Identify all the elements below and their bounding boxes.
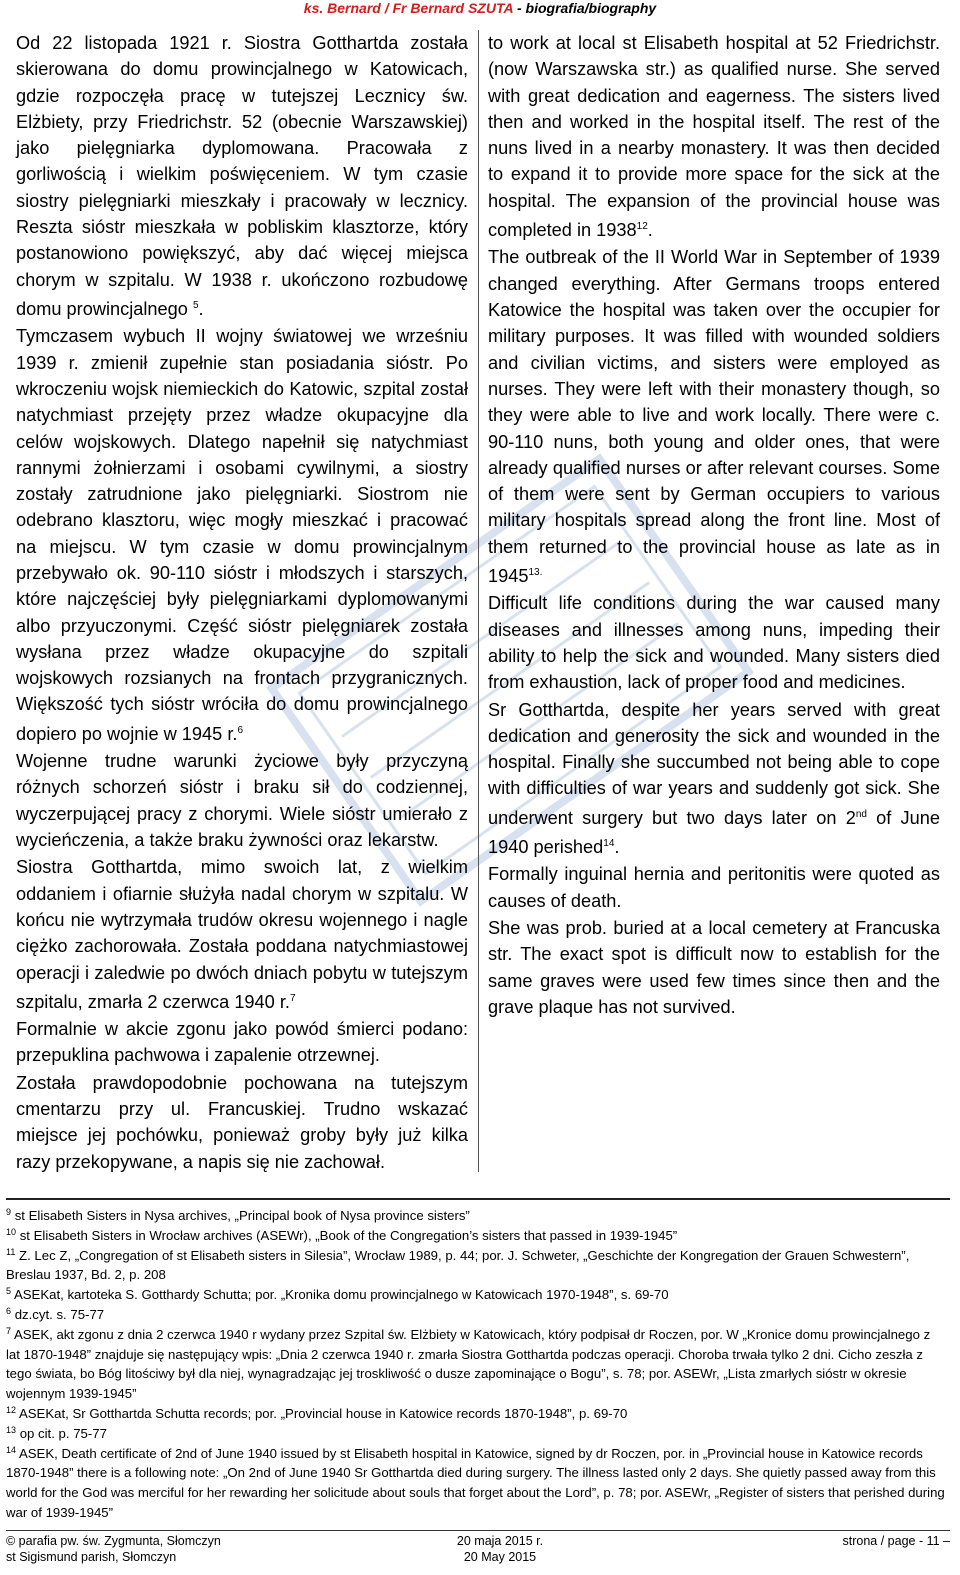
- paragraph: to work at local st Elisabeth hospital at 52 Friedrichstr. (now Warszawska str.) as qualified nurse. She served with great dedication and eagerness. The sisters lived then and worked in the hospital itself. The rest of the nuns lived in a nearby monastery. It was then decided to expand it to provide more space for the sick at the hospital. The expansion of the provincial house was completed in 1938$^{12}$.: [488, 33, 940, 241]
- column-divider: [478, 30, 479, 1172]
- footnote: $^{11}$ Z. Lec Z, „Congregation of st Elisabeth sisters in Silesia”, Wrocław 1989, p. 44; por. J. Schweter, „Geschichte der Kongregation der Grauen Schwestern”, Breslau 1937, Bd. 2, p. 208: [6, 1246, 910, 1283]
- paragraph: Wojenne trudne warunki życiowe były przyczyną różnych schorzeń sióstr i braku sił do codziennej, wyczerpującej pracy z chorymi. Wiele sióstr umierało z wycieńczenia, a także braku żywności oraz lekarstw.: [16, 751, 468, 851]
- footer-date: 20 maja 2015 r. 20 May 2015: [456, 1534, 544, 1564]
- footnote-ref: 12: [636, 221, 648, 233]
- paragraph: Formalnie w akcie zgonu jako powód śmierci podano: przepuklina pachwowa i zapalenie otrzewnej.: [16, 1019, 468, 1066]
- footnote-ref: 6: [237, 724, 243, 736]
- paragraph: Sr Gotthartda, despite her years served with great dedication and generosity the sick and wounded in the hospital. Finally she succumbed not being able to cope with difficulties of war years and suddenly got sick. She underwent surgery but two days later on 2nd of June 1940 perished$^{14}$.: [488, 699, 940, 858]
- footnote-ref: 13.: [528, 567, 543, 578]
- footnote: $^6$ dz.cyt. s. 75-77: [6, 1305, 105, 1322]
- footnote: $^{13}$ op cit. p. 75-77: [6, 1424, 107, 1441]
- paragraph: Tymczasem wybuch II wojny światowej we wrześniu 1939 r. zmienił zupełnie stan posiadania sióstr. Po wkroczeniu wojsk niemieckich do Katowic, szpital został natychmiast przejęty przez władze okupacyjne dla celów wojskowych. Dlatego napełnił się natychmiast rannymi żołnierzami i osobami cywilnymi, a siostry zostały zatrudnione jako pielęgniarki. Siostrom nie odebrano klasztoru, więc mogły mieszkać i pracować na miejscu. W tym czasie w domu prowincjalnym przebywało ok. 90-110 sióstr i młodszych i starszych, które najczęściej były pielęgniarkami dyplomowanymi albo przyuczonymi. Część sióstr pielęgniarek została wysłana przez władze okupacyjne do szpitali wojskowych rozsianych na frontach przygranicznych. Większość tych sióstr wróciła do domu prowincjalnego dopiero po wojnie w 1945 r.$^6$: [16, 326, 468, 744]
- footnote: $^7$ ASEK, akt zgonu z dnia 2 czerwca 1940 r wydany przez Szpital św. Elżbiety w Katowicach, który podpisał dr Roczen, por. W „Kronice domu prowincjalnego z lat 1870-1948” znajduje się następujący wpis: „Dnia 2 czerwca 1940 r. zmarła Siostra Gotthartda podczas operacji. Choroba trwała tylko 2 dni. Cicho zeszła z tego świata, bo Bóg litościwy był dla niej, wynagradzając jej troskliwość o dusze zapominające o Bogu”, s. 78; por. ASEWr, „Lista zmarłych sióstr w okresie wojennym 1939-1945”: [6, 1325, 931, 1402]
- polish-column: [16, 30, 468, 1176]
- footnote: $^{10}$ st Elisabeth Sisters in Wrocław archives (ASEWr), „Book of the Congregation’s sisters that passed in 1939-1945”: [6, 1226, 678, 1243]
- footnote: $^{12}$ ASEKat, Sr Gotthartda Schutta records; por. „Provincial house in Katowice records 1870-1948”, p. 69-70: [6, 1404, 628, 1421]
- paragraph: She was prob. buried at a local cemetery at Francuska str. The exact spot is difficult now to establish for the same graves were used few times since then and the grave plaque has not survived.: [488, 918, 940, 1017]
- paragraph: Difficult life conditions during the war caused many diseases and illnesses among nuns, impeding their ability to help the sick and wounded. Many sisters died from exhaustion, lack of proper food and medicines.: [488, 593, 940, 693]
- footnote-ref: 14: [603, 838, 615, 850]
- footnote: $^5$ ASEKat, kartoteka S. Gotthardy Schutta; por. „Kronika domu prowincjalnego w Katowicach 1970-1948”, s. 69-70: [6, 1286, 669, 1303]
- running-header: [300, 0, 660, 22]
- footnote: $^{14}$ ASEK, Death certificate of 2nd of June 1940 issued by st Elisabeth hospital in Katowice, signed by dr Roczen, por. in „Provincial house in Katowice records 1870-1948” there is a following note: „On 2nd of June 1940 Sr Gotthartda died during surgery. The illness lasted only 2 days. She quietly passed away from this world for the God was merciful for her rewarding her solicitude about souls that forget about the Lord”, p. 78; por. ASEWr, „Register of sisters that perished during war of 1939-1945”: [6, 1444, 945, 1520]
- english-column: [488, 30, 940, 1021]
- header-suffix: - biografia/biography: [513, 0, 657, 16]
- footnotes: [6, 1206, 946, 1523]
- paragraph: The outbreak of the II World War in September of 1939 changed everything. After Germans troops entered Katowice the hospital was taken over the occupier for military purposes. It was filled with wounded soldiers and civilian victims, and sisters were employed as nurses. They were left with their monastery though, so they were able to live and work locally. There were c. 90-110 nuns, both young and older ones, that were already qualified nurses or after relevant courses. Some of them were sent by German occupiers to various military hospitals spread along the front line. Most of them returned to the provincial house as late as in $1945^{13.}$: [488, 247, 940, 587]
- paragraph: Siostra Gotthartda, mimo swoich lat, z wielkim oddaniem i ofiarnie służyła nadal chorym w szpitalu. W końcu nie wytrzymała trudów okresu wojennego i nagle ciężko zachorowała. Została poddana natychmiastowej operacji i zaledwie po dwóch dniach pobytu w tutejszym szpitalu, zmarła 2 czerwca 1940 r.$^7$: [16, 857, 468, 1012]
- footnote: $^9$ st Elisabeth Sisters in Nysa archives, „Principal book of Nysa province sisters”: [6, 1207, 470, 1223]
- footer-copyright: © parafia pw. św. Zygmunta, Słomczyn st Sigismund parish, Słomczyn: [6, 1534, 221, 1564]
- paragraph: Formally inguinal hernia and peritonitis were quoted as causes of death.: [488, 864, 940, 911]
- footer-separator: [6, 1530, 950, 1531]
- paragraph: Od 22 listopada 1921 r. Siostra Gotthartda została skierowana do domu prowincjalnego w Katowicach, gdzie rozpoczęła pracę w tutejszej Lecznicy św. Elżbiety, przy Friedrichstr. 52 (obecnie Warszawskiej) jako pielęgniarka dyplomowana. Pracowała z gorliwością i wielkim poświęceniem. W tym czasie siostry pielęgniarki mieszkały i pracowały w lecznicy. Reszta sióstr mieszkała w pobliskim klasztorze, który postanowiono powiększyć, aby dać więcej miejsca chorym w szpitalu. W 1938 r. ukończono rozbudowę domu prowincjalnego $^5$.: [16, 33, 468, 320]
- footnote-ref: 7: [289, 992, 296, 1004]
- footnote-ref: 5: [192, 299, 199, 311]
- paragraph: Została prawdopodobnie pochowana na tutejszym cmentarzu przy ul. Francuskiej. Trudno wskazać miejsce jej pochówku, ponieważ groby były już kilka razy przekopywane, a napis się nie zachował.: [16, 1072, 468, 1172]
- page-number: strona / page - 11 –: [842, 1534, 950, 1548]
- header-author: ks. Bernard / Fr Bernard SZUTA: [303, 0, 514, 16]
- footnote-separator: [6, 1198, 950, 1200]
